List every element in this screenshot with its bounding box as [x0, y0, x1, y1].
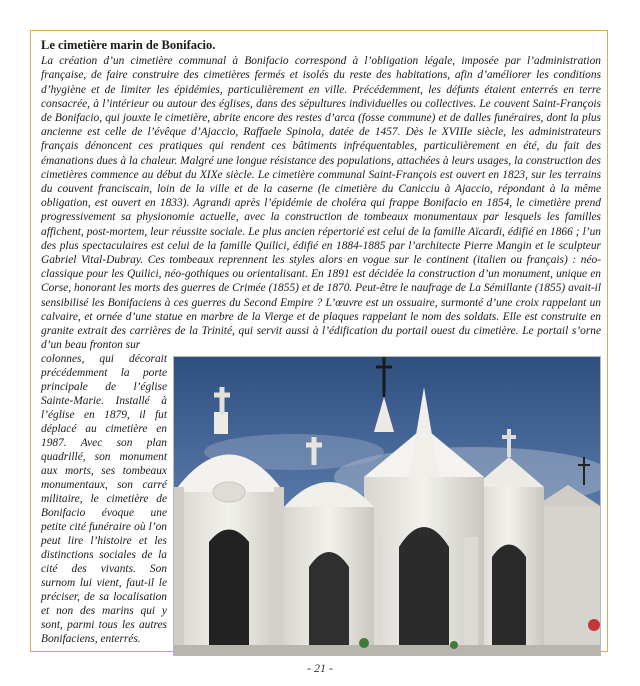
article-title: Le cimetière marin de Bonifacio.	[41, 38, 216, 52]
page-number: - 21 -	[307, 661, 333, 675]
cemetery-photo	[173, 356, 601, 656]
article	[41, 38, 601, 647]
article-paragraph: La création d’un cimetière communal à Bonifacio correspond à l’obligation légale, imposée par l’administration française, de faire construire des cimetières fermés et isolés du reste des habitations, afin d’améliorer les conditions d’hygiène et de limiter les épidémies, particulièrement en ville. Précédemment, les défunts étaient enterrés en terre consacrée, à l’intérieur ou autour des églises, dans des sépultures individuelles ou collectives. Le couvent Saint-François de Bonifacio, qui jouxte le cimetière, abrite encore des restes d’arca (fosse commune) et de dalles funéraires, dont la plus ancienne est celle de l’évêque d’Ajaccio, Raffaele Spinola, datée de 1457. Dès le XVIIIe siècle, les administrateurs français dénoncent ces pratiques qui rendent ces bâtiments infréquentables, particulièrement en été, du fait des émanations dues à la chaleur. Malgré une longue résistance des populations, attachées à leurs usages, la construction des cimetières commence au début du XIXe siècle. Le cimetière communal Saint-François est ouvert en 1823, sur les terrains du couvent franciscain, loin de la ville et de la caserne (le cimetière du Canicciu à Ajaccio, répondant à la même obligation, est ouvert en 1833). Agrandi après l’épidémie de choléra qui frappe Bonifacio en 1854, le cimetière prend progressivement sa physionomie actuelle, avec la construction de tombeaux monumentaux par lesquels les familles affichent, post-mortem, leur réussite sociale. Le plus ancien répertorié est celui de la famille Aïcardi, édifié en 1866 ; l’un des plus spectaculaires est celui de la famille Quilici, édifié en 1884-1885 par l’architecte Pierre Mangin et le sculpteur Gabriel Vital-Dubray. Ces tombeaux reprennent les styles alors en vogue sur le continent (italien ou français) : néo-classique pour les Quilici, néo-gothiques ou orientalisant. En 1891 est décidée la construction d’un monument, unique en Corse, honorant les morts des guerres de Crimée (1855) et de 1870. Peut-être le naufrage de La Sémillante (1855) avait-il sensibilisé les Bonifaciens à ces guerres du Second Empire ? L’œuvre est un ossuaire, surmonté d’une croix rappelant un calvaire, et ornée d’une statue en marbre de la Vierge et de plaques rappelant le nom des soldats. Elle est construite en granite extrait des carrières de la Trinité, qui servit aussi à l’édification du portail ouest du cimetière. Le portail s’orne d’un beau fronton sur	[41, 55, 601, 352]
side-column-text: colonnes, qui décorait précédemment la porte principale de l’église Sainte-Marie. Installé à l’église en 1879, il fut déplacé au cimetière en 1987. Avec son plan quadrillé, son monument aux morts, ses tombeaux monumentaux, son carré militaire, le cimetière de Bonifacio évoque une petite cité funéraire où l’on peut lire l’histoire et les distinctions sociales de la cité des vivants. Son surnom lui vient, faut-il le préciser, de sa localisation et non des marins qui y sont, parmi tous les autres Bonifaciens, enterrés.	[41, 353, 167, 646]
lower-section	[41, 352, 601, 647]
